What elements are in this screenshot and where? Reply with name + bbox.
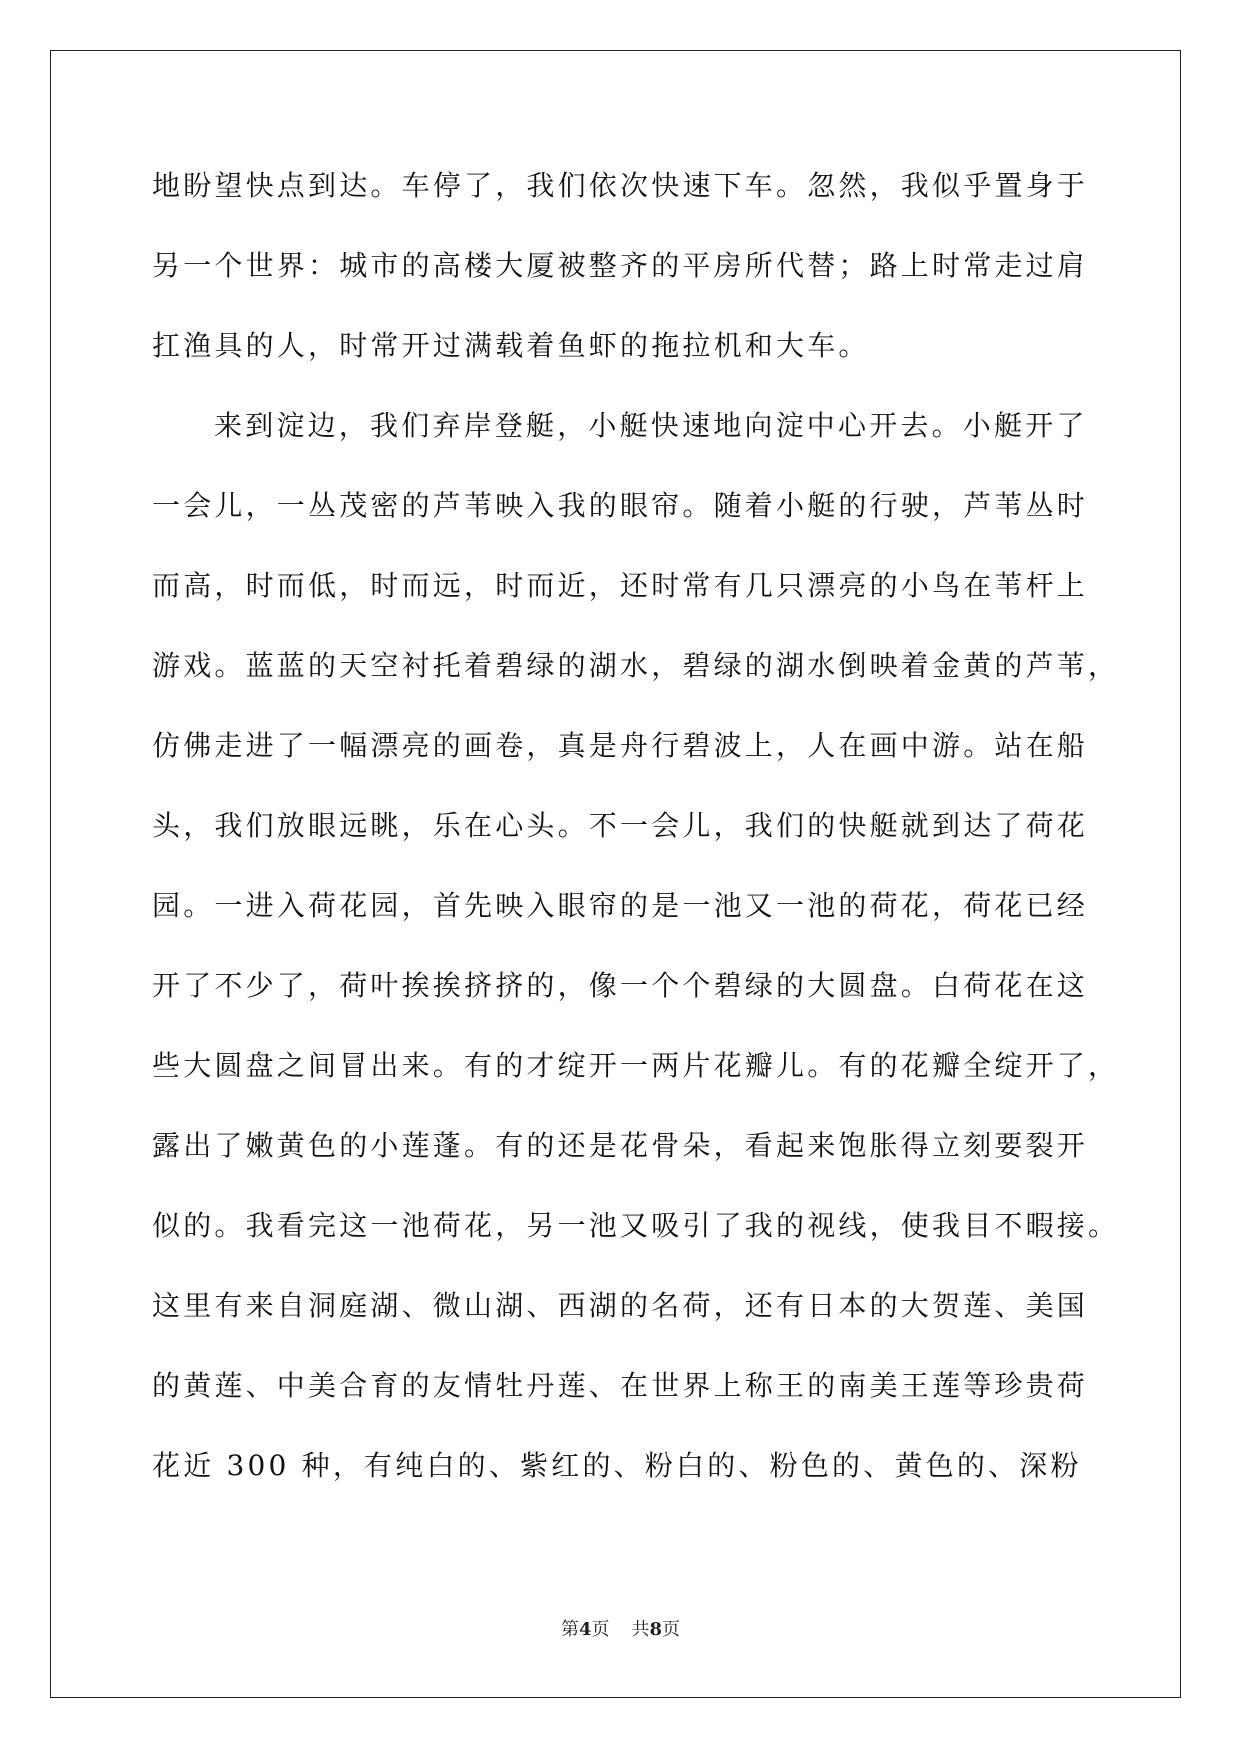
- text-line: 似的。我看完这一池荷花，另一池又吸引了我的视线，使我目不暇接。: [152, 1209, 1120, 1242]
- text-line: 开了不少了，荷叶挨挨挤挤的，像一个个碧绿的大圆盘。白荷花在这: [152, 969, 1089, 1002]
- text-line: 露出了嫩黄色的小莲蓬。有的还是花骨朵，看起来饱胀得立刻要裂开: [152, 1129, 1089, 1162]
- text-line: 头，我们放眼远眺，乐在心头。不一会儿，我们的快艇就到达了荷花: [152, 809, 1089, 842]
- page-prefix: 第: [560, 1619, 579, 1640]
- text-line: 花近 300 种，有纯白的、紫红的、粉白的、粉色的、黄色的、深粉: [152, 1449, 1082, 1482]
- text-line: 仿佛走进了一幅漂亮的画卷，真是舟行碧波上，人在画中游。站在船: [152, 729, 1089, 762]
- text-line: 另一个世界：城市的高楼大厦被整齐的平房所代替；路上时常走过肩: [152, 249, 1089, 282]
- page-total-number: 8: [649, 1619, 663, 1640]
- text-line: 些大圆盘之间冒出来。有的才绽开一两片花瓣儿。有的花瓣全绽开了，: [152, 1049, 1120, 1082]
- text-line: 游戏。蓝蓝的天空衬托着碧绿的湖水，碧绿的湖水倒映着金黄的芦苇，: [152, 649, 1120, 682]
- text-line: 扛渔具的人，时常开过满载着鱼虾的拖拉机和大车。: [152, 329, 870, 362]
- text-line: 而高，时而低，时而远，时而近，还时常有几只漂亮的小鸟在苇杆上: [152, 569, 1089, 602]
- page-suffix: 页: [591, 1619, 610, 1640]
- total-suffix: 页: [662, 1619, 681, 1640]
- total-prefix: 共: [631, 1619, 650, 1640]
- body-text: [152, 162, 1120, 1522]
- text-line: 一会儿，一丛茂密的芦苇映入我的眼帘。随着小艇的行驶，芦苇丛时: [152, 489, 1089, 522]
- text-line: 的黄莲、中美合育的友情牡丹莲、在世界上称王的南美王莲等珍贵荷: [152, 1369, 1089, 1402]
- text-line: 地盼望快点到达。车停了，我们依次快速下车。忽然，我似乎置身于: [152, 169, 1089, 202]
- paragraph-first-line: 来到淀边，我们弃岸登艇，小艇快速地向淀中心开去。小艇开了: [214, 409, 1088, 442]
- text-line: 这里有来自洞庭湖、微山湖、西湖的名荷，还有日本的大贺莲、美国: [152, 1289, 1089, 1322]
- page-current-number: 4: [578, 1619, 592, 1640]
- page-footer: [0, 1618, 1241, 1642]
- text-line: 园。一进入荷花园，首先映入眼帘的是一池又一池的荷花，荷花已经: [152, 889, 1089, 922]
